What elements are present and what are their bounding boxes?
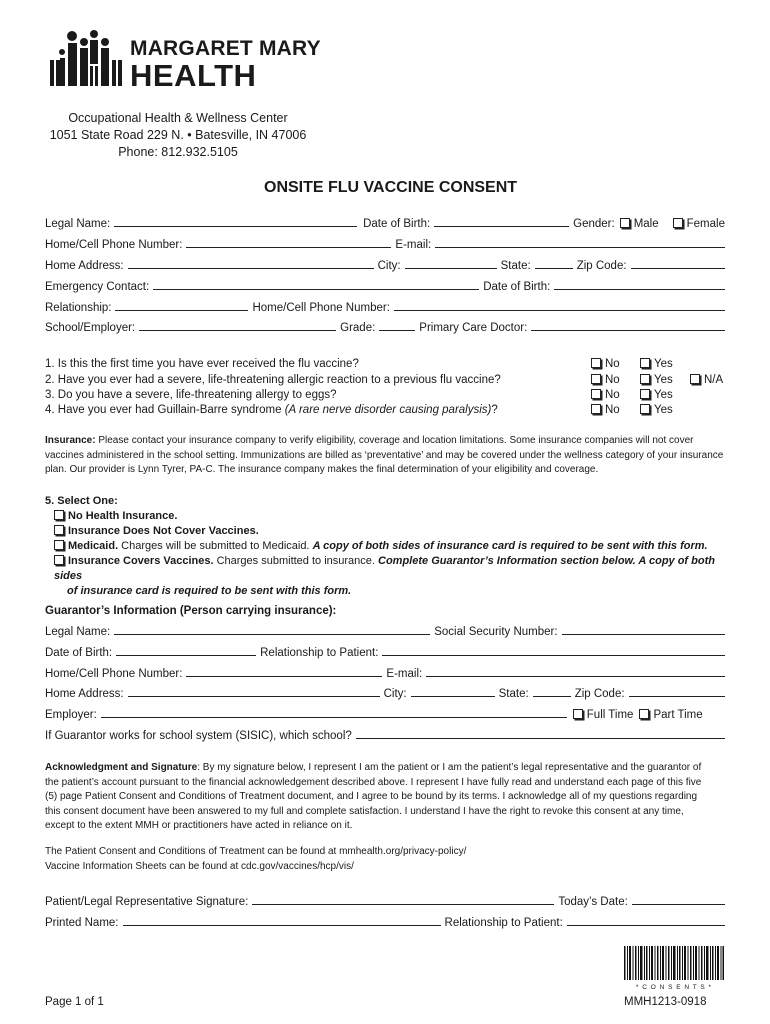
option-no-coverage[interactable]: Insurance Does Not Cover Vaccines. [45,524,735,539]
guarantor-row-2 [45,647,725,659]
option-insurance-covers-cont: of insurance card is required to be sent with this form. [67,585,352,597]
today-date-label: Today’s Date: [558,896,628,908]
guarantor-row-5 [45,709,725,721]
zip-field[interactable] [631,268,725,269]
phone-label: Home/Cell Phone Number: [45,239,183,251]
consent-link-text: The Patient Consent and Conditions of Treatment can be found at mmhealth.org/privacy-policy/ [45,846,467,857]
q4-yes[interactable]: Yes [640,404,673,416]
patient-row-4 [45,281,725,293]
q3-no[interactable]: No [591,389,620,401]
select-one-section [45,494,735,599]
state-label: State: [500,260,531,272]
brand-line2: HEALTH [130,58,257,93]
option-insurance-covers[interactable]: Insurance Covers Vaccines. Charges submitted to insurance. Complete Guarantor’s Information section below. A copy of both sides [54,555,715,582]
employer-label: Employer: [45,709,97,721]
g-dob-field[interactable] [116,655,256,656]
g-legal-name-label: Legal Name: [45,626,111,638]
g-zip-field[interactable] [629,696,725,697]
employer-field[interactable] [101,717,567,718]
today-date-field[interactable] [632,904,725,905]
option-no-insurance[interactable]: No Health Insurance. [45,509,735,524]
g-school-label: If Guarantor works for school system (SISIC), which school? [45,730,352,742]
q2-na[interactable]: N/A [690,374,723,386]
address-line: Occupational Health & Wellness Center [68,111,288,125]
emergency-field[interactable] [153,289,479,290]
printed-name-label: Printed Name: [45,917,119,929]
g-relationship-field[interactable] [382,655,725,656]
g-relationship-label: Relationship to Patient: [260,647,379,659]
g-phone-field[interactable] [186,676,382,677]
legal-name-label: Legal Name: [45,218,111,230]
printed-name-row [45,917,725,929]
email-field[interactable] [435,247,725,248]
g-dob-label: Date of Birth: [45,647,113,659]
male-checkbox[interactable] [620,218,630,228]
patient-row-2 [45,239,725,251]
emergency-dob-field[interactable] [554,289,725,290]
full-time-option[interactable]: Full Time [573,709,634,721]
barcode [624,946,724,990]
brand-line1: MARGARET MARY [130,37,321,60]
signature-field[interactable] [252,904,554,905]
g-email-label: E-mail: [386,668,423,680]
patient-row-1 [45,218,725,230]
school-field[interactable] [139,330,336,331]
guarantor-row-3 [45,668,725,680]
printed-name-field[interactable] [123,925,441,926]
people-logo-icon [48,26,128,90]
g-city-field[interactable] [411,696,495,697]
female-checkbox[interactable] [673,218,683,228]
email-label: E-mail: [395,239,432,251]
emergency-dob-label: Date of Birth: [483,281,551,293]
address-label: Home Address: [45,260,124,272]
g-address-field[interactable] [128,696,380,697]
question-4: 4. Have you ever had Guillain-Barre syndrome (A rare nerve disorder causing paralysis)? [45,404,498,416]
insurance-notice: Insurance: Please contact your insurance company to verify eligibility, coverage and location limitations. Some insurance companies will not cover vaccines administered in the school setting. Immunizations are billed as ‘preventative’ and may be covered under the wellness category of your insurance plan. Our provider is Lynn Tyrer, PA-C. The insurance company makes the final determination of your eligibility and coverage. [45,435,724,475]
barcode-text: * C O N S E N T S * [635,984,713,991]
ssn-label: Social Security Number: [434,626,558,638]
pcp-field[interactable] [531,330,725,331]
ssn-field[interactable] [562,634,725,635]
guarantor-row-4 [45,688,725,700]
q2-yes[interactable]: Yes [640,374,673,386]
address-line: 1051 State Road 229 N. • Batesville, IN 47006 [49,128,307,142]
option-medicaid[interactable]: Medicaid. Charges will be submitted to Medicaid. A copy of both sides of insurance card is required to be sent with this form. [45,539,735,554]
grade-field[interactable] [379,330,415,331]
dob-field[interactable] [434,226,569,227]
guarantor-heading: Guarantor’s Information (Person carrying insurance): [45,605,337,617]
signature-label: Patient/Legal Representative Signature: [45,896,249,908]
g-city-label: City: [383,688,407,700]
reference-links [45,845,725,874]
grade-label: Grade: [340,322,376,334]
legal-name-field[interactable] [114,226,357,227]
barcode-icon [624,946,724,980]
patient-row-3 [45,260,725,272]
clinic-address [28,110,328,161]
signature-row [45,896,725,908]
relationship-field[interactable] [115,310,248,311]
part-time-option[interactable]: Part Time [639,709,702,721]
acknowledgment-text: Acknowledgment and Signature: By my signature below, I represent I am the patient or I am the patient’s legal representative and the guarantor of the patient’s account pursuant to the financial acknowledgement described above. I represent I have fully read and understand each page of this five (5) page Patient Consent and Conditions of Treatment document, and I agree to be bound by its terms. I acknowledge all of my questions regarding this consent document have been answered to my full and complete satisfaction. I understand I have the right to revoke this consent at any time, except to the extent MMH or practitioners have acted in reliance on it. [45,762,702,831]
relationship-label: Relationship: [45,302,112,314]
g-email-field[interactable] [426,676,725,677]
g-state-field[interactable] [533,696,571,697]
male-label: Male [633,218,659,230]
q1-yes[interactable]: Yes [640,358,673,370]
city-field[interactable] [405,268,497,269]
phone-field[interactable] [186,247,391,248]
q4-no[interactable]: No [591,404,620,416]
form-code: MMH1213-0918 [624,996,707,1008]
g-school-field[interactable] [356,738,725,739]
zip-label: Zip Code: [576,260,627,272]
pcp-label: Primary Care Doctor: [419,322,528,334]
relationship-phone-field[interactable] [394,310,725,311]
g-state-label: State: [498,688,529,700]
relationship-phone-label: Home/Cell Phone Number: [252,302,390,314]
g-legal-name-field[interactable] [114,634,430,635]
q2-no[interactable]: No [591,374,620,386]
guarantor-row-6 [45,730,725,742]
school-label: School/Employer: [45,322,136,334]
gender-label: Gender: [573,218,615,230]
q3-yes[interactable]: Yes [640,389,673,401]
g-phone-label: Home/Cell Phone Number: [45,668,183,680]
select-heading: 5. Select One: [45,495,118,507]
emergency-label: Emergency Contact: [45,281,150,293]
question-3: 3. Do you have a severe, life-threatening allergy to eggs? [45,389,337,401]
page-title: ONSITE FLU VACCINE CONSENT [264,179,518,196]
question-1: 1. Is this the first time you have ever received the flu vaccine? [45,358,359,370]
g-address-label: Home Address: [45,688,124,700]
g-zip-label: Zip Code: [574,688,625,700]
female-label: Female [686,218,725,230]
address-line: Phone: 812.932.5105 [118,145,238,159]
q1-no[interactable]: No [591,358,620,370]
patient-row-6 [45,322,725,334]
sig-relationship-field[interactable] [567,925,725,926]
vis-link-text: Vaccine Information Sheets can be found at cdc.gov/vaccines/hcp/vis/ [45,860,354,872]
state-field[interactable] [535,268,573,269]
address-field[interactable] [128,268,374,269]
patient-row-5 [45,302,725,314]
question-2: 2. Have you ever had a severe, life-threatening allergic reaction to a previous flu vaccine? [45,374,501,386]
sig-relationship-label: Relationship to Patient: [444,917,563,929]
city-label: City: [377,260,401,272]
logo [48,26,128,90]
guarantor-row-1 [45,626,725,638]
page-number: Page 1 of 1 [45,996,104,1008]
dob-label: Date of Birth: [363,218,431,230]
